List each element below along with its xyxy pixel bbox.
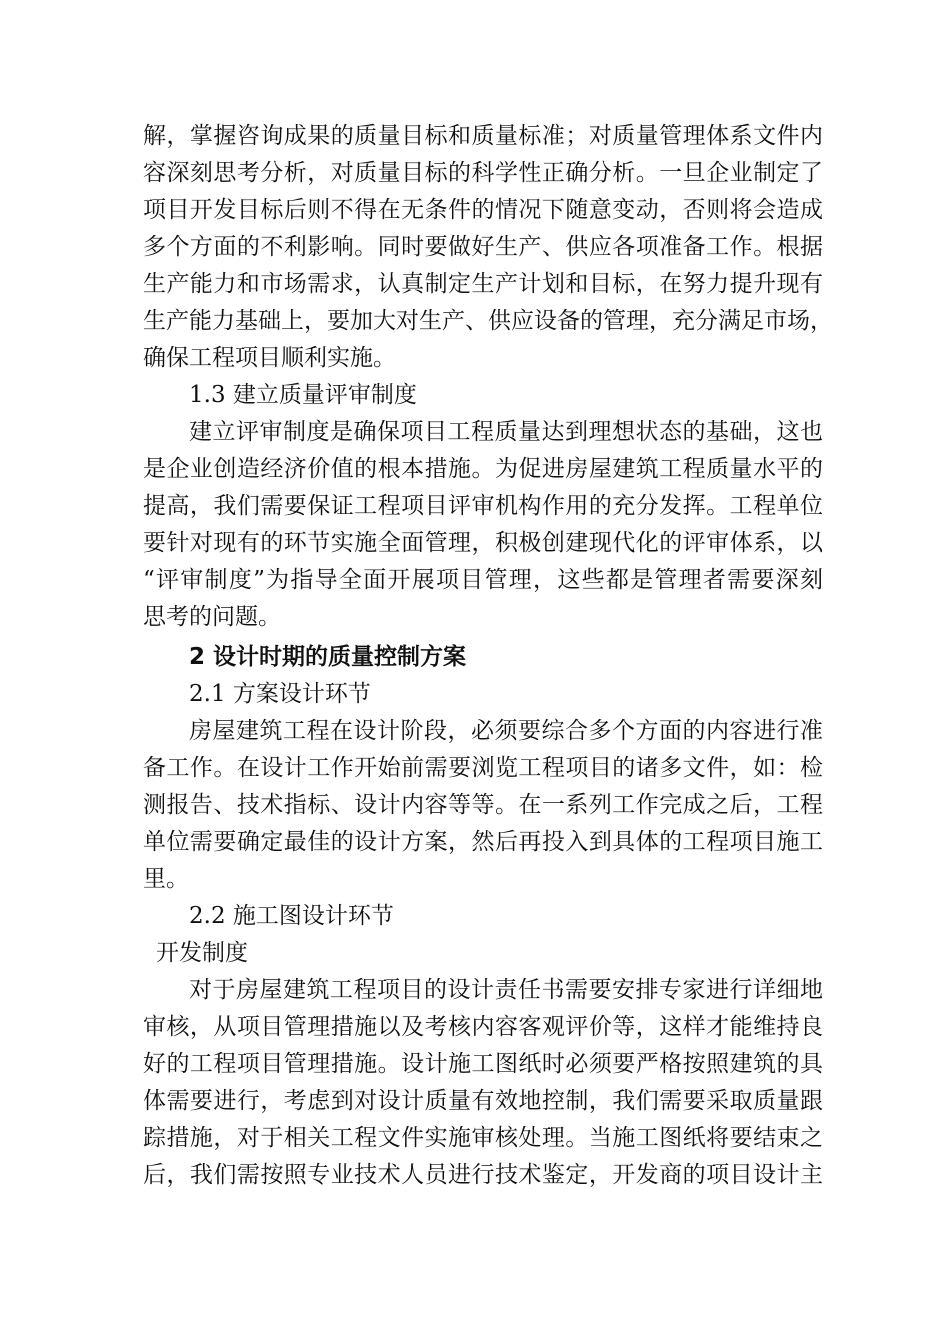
paragraph-line: 要针对现有的环节实施全面管理，积极创建现代化的评审体系，以 [143,530,823,556]
section-heading-2-1: 2.1 方案设计环节 [189,681,371,707]
section-heading-1-3: 1.3 建立质量评审制度 [189,382,417,408]
paragraph-line: 解，掌握咨询成果的质量目标和质量标准；对质量管理体系文件内 [143,123,823,149]
paragraph-line: 项目开发目标后则不得在无条件的情况下随意变动，否则将会造成 [143,197,823,223]
paragraph-line: “评审制度”为指导全面开展项目管理，这些都是管理者需要深刻 [143,567,823,593]
paragraph-line: 审核，从项目管理措施以及考核内容客观评价等，这样才能维持良 [143,1014,823,1040]
paragraph-line: 容深刻思考分析，对质量目标的科学性正确分析。一旦企业制定了 [143,160,823,186]
paragraph-line: 对于房屋建筑工程项目的设计责任书需要安排专家进行详细地 [189,977,823,1003]
paragraph-line: 测报告、技术指标、设计内容等等。在一系列工作完成之后，工程 [143,792,823,818]
paragraph-line: 提高，我们需要保证工程项目评审机构作用的充分发挥。工程单位 [143,493,823,519]
paragraph-line: 生产能力基础上，要加大对生产、供应设备的管理，充分满足市场， [143,308,833,334]
sub-heading: 开发制度 [156,940,248,966]
paragraph-line: 房屋建筑工程在设计阶段，必须要综合多个方面的内容进行准 [189,718,823,744]
paragraph-line: 建立评审制度是确保项目工程质量达到理想状态的基础，这也 [189,419,823,445]
paragraph-line: 确保工程项目顺利实施。 [143,345,396,371]
paragraph-line: 里。 [143,866,189,892]
paragraph-line: 单位需要确定最佳的设计方案，然后再投入到具体的工程项目施工 [143,829,823,855]
paragraph-line: 生产能力和市场需求，认真制定生产计划和目标，在努力提升现有 [143,271,823,297]
chapter-heading-2: 2 设计时期的质量控制方案 [189,644,467,670]
paragraph-line: 多个方面的不利影响。同时要做好生产、供应各项准备工作。根据 [143,234,823,260]
section-heading-2-2: 2.2 施工图设计环节 [189,903,394,929]
paragraph-line: 是企业创造经济价值的根本措施。为促进房屋建筑工程质量水平的 [143,456,823,482]
paragraph-line: 体需要进行，考虑到对设计质量有效地控制，我们需要采取质量跟 [143,1088,823,1114]
paragraph-line: 备工作。在设计工作开始前需要浏览工程项目的诸多文件，如：检 [143,755,823,781]
paragraph-line: 后，我们需按照专业技术人员进行技术鉴定，开发商的项目设计主 [143,1162,823,1188]
paragraph-line: 思考的问题。 [143,604,281,630]
paragraph-line: 踪措施，对于相关工程文件实施审核处理。当施工图纸将要结束之 [143,1125,823,1151]
paragraph-line: 好的工程项目管理措施。设计施工图纸时必须要严格按照建筑的具 [143,1051,823,1077]
